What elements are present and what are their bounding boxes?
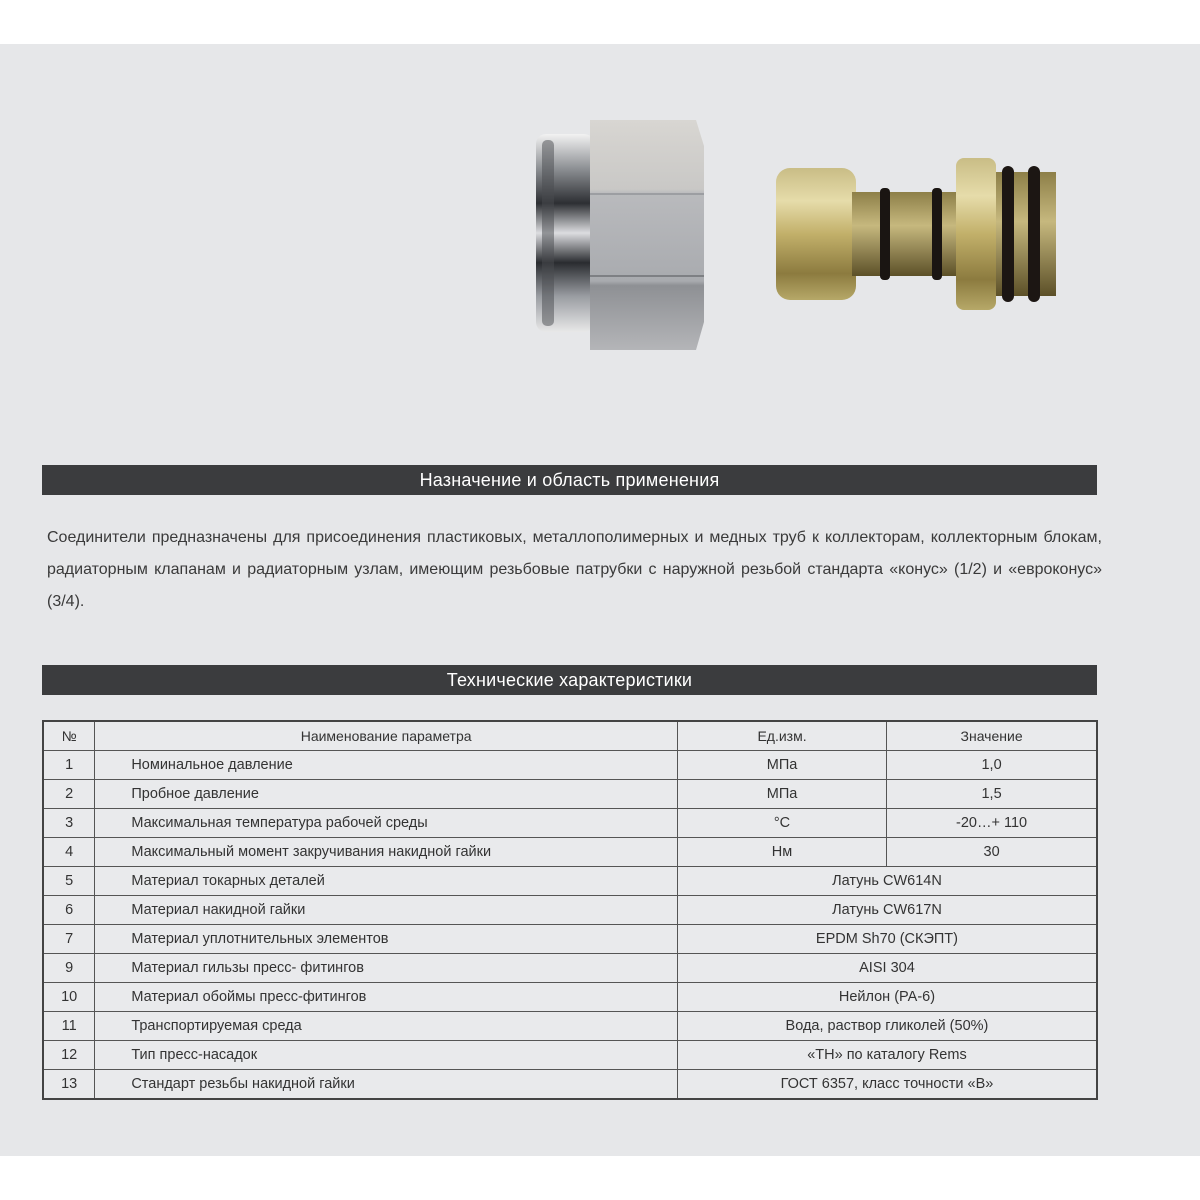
row-value: Латунь CW617N	[677, 896, 1097, 925]
specifications-table	[42, 720, 1098, 1100]
description-text: Соединители предназначены для присоединения пластиковых, металлополимерных и медных труб к коллекторам, коллекторным блокам, радиаторным клапанам и радиаторным узлам, имеющим резьбовые патрубки с наружной резьбой стандарта «конус» (1/2) и «евроконус» (3/4).	[47, 529, 1102, 610]
table-row	[43, 780, 1097, 809]
table-row	[43, 751, 1097, 780]
row-value: EPDM Sh70 (СКЭПТ)	[677, 925, 1097, 954]
row-parameter: Стандарт резьбы накидной гайки	[95, 1070, 678, 1100]
fitting-photo	[520, 106, 1080, 376]
row-number: 10	[43, 983, 95, 1012]
table-row	[43, 983, 1097, 1012]
table-row	[43, 1041, 1097, 1070]
section-header-purpose	[42, 465, 1097, 495]
header-parameter: Наименование параметра	[95, 721, 678, 751]
row-parameter: Пробное давление	[95, 780, 678, 809]
row-number: 9	[43, 954, 95, 983]
row-parameter: Материал обоймы пресс-фитингов	[95, 983, 678, 1012]
row-value: Латунь CW614N	[677, 867, 1097, 896]
row-value: 1,5	[887, 780, 1097, 809]
row-parameter: Номинальное давление	[95, 751, 678, 780]
section-title-purpose: Назначение и область применения	[419, 469, 720, 490]
row-value: Вода, раствор гликолей (50%)	[677, 1012, 1097, 1041]
row-value: Нейлон (PA-6)	[677, 983, 1097, 1012]
table-row	[43, 1070, 1097, 1100]
section-title-specs: Технические характеристики	[446, 669, 693, 690]
row-value: «TH» по каталогу Rems	[677, 1041, 1097, 1070]
row-number: 11	[43, 1012, 95, 1041]
row-value: ГОСТ 6357, класс точности «В»	[677, 1070, 1097, 1100]
row-value: AISI 304	[677, 954, 1097, 983]
row-parameter: Максимальный момент закручивания накидной гайки	[95, 838, 678, 867]
header-unit: Ед.изм.	[677, 721, 886, 751]
table-row	[43, 954, 1097, 983]
row-number: 7	[43, 925, 95, 954]
row-number: 12	[43, 1041, 95, 1070]
row-number: 13	[43, 1070, 95, 1100]
row-value: -20…+ 110	[887, 809, 1097, 838]
row-number: 2	[43, 780, 95, 809]
section-header-specs	[42, 665, 1097, 695]
row-parameter: Материал токарных деталей	[95, 867, 678, 896]
row-parameter: Материал уплотнительных элементов	[95, 925, 678, 954]
table-row	[43, 809, 1097, 838]
row-number: 1	[43, 751, 95, 780]
row-number: 4	[43, 838, 95, 867]
row-unit: МПа	[677, 751, 886, 780]
row-parameter: Материал гильзы пресс- фитингов	[95, 954, 678, 983]
row-number: 6	[43, 896, 95, 925]
header-number: №	[43, 721, 95, 751]
row-parameter: Тип пресс-насадок	[95, 1041, 678, 1070]
header-value: Значение	[887, 721, 1097, 751]
row-parameter: Материал накидной гайки	[95, 896, 678, 925]
row-value: 1,0	[887, 751, 1097, 780]
table-row	[43, 925, 1097, 954]
document-sheet	[0, 44, 1200, 1156]
table-row	[43, 896, 1097, 925]
row-unit: МПа	[677, 780, 886, 809]
table-row	[43, 867, 1097, 896]
table-row	[43, 1012, 1097, 1041]
row-parameter: Транспортируемая среда	[95, 1012, 678, 1041]
row-number: 5	[43, 867, 95, 896]
row-unit: °С	[677, 809, 886, 838]
table-row	[43, 838, 1097, 867]
row-number: 3	[43, 809, 95, 838]
table-header-row	[43, 721, 1097, 751]
row-parameter: Максимальная температура рабочей среды	[95, 809, 678, 838]
row-unit: Нм	[677, 838, 886, 867]
row-value: 30	[887, 838, 1097, 867]
